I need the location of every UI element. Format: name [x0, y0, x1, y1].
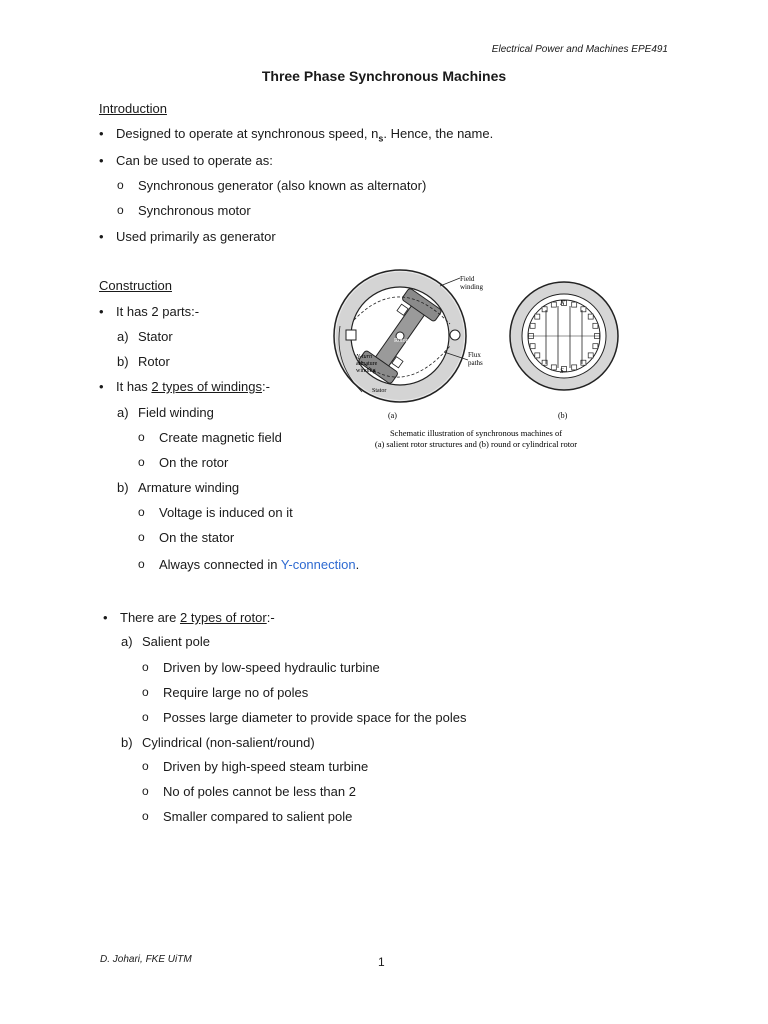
part-stator: Stator	[138, 329, 173, 344]
salient-large-poles: o Require large no of poles	[163, 685, 308, 700]
winding-b-marker: b)	[117, 480, 129, 495]
intro-bullet-uses: • Can be used to operate as:	[116, 153, 273, 168]
rotors-pre: There are	[120, 610, 180, 625]
windings-underlined: 2 types of windings	[151, 379, 262, 394]
cylindrical-min-poles: o No of poles cannot be less than 2	[163, 784, 356, 799]
windings-pre: It has	[116, 379, 152, 394]
rotor-slot	[535, 353, 540, 358]
windings-post: :-	[262, 379, 270, 394]
part-rotor: Rotor	[138, 354, 170, 369]
winding-armature: Armature winding	[138, 480, 240, 495]
section-heading-construction: Construction	[99, 278, 172, 293]
construction-bullet-parts: • It has 2 parts:-	[116, 304, 199, 319]
cylindrical-smaller: o Smaller compared to salient pole	[163, 809, 352, 824]
y-connection-post: .	[355, 557, 360, 572]
part-a-marker: a)	[117, 329, 129, 344]
intro-sub-motor: o Synchronous motor	[138, 203, 251, 218]
footer-author: D. Johari, FKE UiTM	[100, 954, 192, 965]
rotor-slot	[593, 344, 598, 349]
winding-field: Field winding	[138, 405, 214, 420]
armature-voltage-induced: o Voltage is induced on it	[159, 505, 293, 520]
label-a: (a)	[388, 411, 397, 420]
label-field: Field	[460, 275, 475, 283]
page-number: 1	[378, 955, 385, 969]
rotor-cylindrical: Cylindrical (non-salient/round)	[142, 735, 315, 750]
field-create-magnetic: o Create magnetic field	[159, 430, 282, 445]
figure-caption-line2: (a) salient rotor structures and (b) round or cylindrical rotor	[374, 439, 578, 449]
label-pole-n: N	[560, 299, 565, 307]
label-winding: winding	[460, 283, 483, 291]
rotor-slot	[551, 302, 556, 307]
rotor-b-marker: b)	[121, 735, 133, 750]
intro-sub-generator: o Synchronous generator (also known as alternator)	[138, 178, 426, 193]
label-pole-s: S	[560, 367, 564, 375]
label-nturn: N-turn	[356, 354, 373, 360]
armature-slot-right	[450, 330, 460, 340]
label-rotor: Rotor	[394, 338, 408, 344]
y-connection-link[interactable]: Y-connection	[280, 557, 356, 572]
rotor-slot	[588, 353, 593, 358]
label-armature-winding: winding	[356, 368, 376, 374]
cylindrical-machine-diagram	[510, 282, 618, 420]
synchronous-machine-figure	[332, 264, 620, 456]
construction-bullet-windings	[116, 379, 270, 394]
section-heading-introduction: Introduction	[99, 101, 167, 116]
rotors-post: :-	[266, 610, 275, 625]
rotor-slot	[593, 323, 598, 328]
rotor-slot	[530, 323, 535, 328]
label-flux: Flux	[468, 351, 481, 359]
running-header: Electrical Power and Machines EPE491	[491, 44, 668, 55]
rotor-a-marker: a)	[121, 634, 133, 649]
armature-y-connection	[159, 557, 359, 572]
construction-bullet-rotors	[120, 610, 275, 625]
armature-slot-left	[346, 330, 356, 340]
intro-bullet-speed-post: . Hence, the name.	[383, 126, 494, 141]
intro-bullet-speed	[116, 126, 493, 144]
subscript-s: s	[378, 133, 384, 144]
winding-a-marker: a)	[117, 405, 129, 420]
salient-large-diameter: o Posses large diameter to provide space for the poles	[163, 710, 467, 725]
y-connection-pre: Always connected in	[159, 557, 281, 572]
label-paths: paths	[468, 359, 483, 367]
rotor-slot	[530, 344, 535, 349]
armature-on-stator: o On the stator	[159, 530, 234, 545]
rotor-slot	[535, 314, 540, 319]
salient-machine-diagram	[334, 270, 483, 420]
rotor-slot	[572, 302, 577, 307]
rotor-slot	[572, 365, 577, 370]
salient-hydraulic: o Driven by low-speed hydraulic turbine	[163, 660, 380, 675]
label-armature: armature	[356, 361, 378, 367]
rotor-slot	[551, 365, 556, 370]
intro-bullet-primary: • Used primarily as generator	[116, 229, 276, 244]
label-stator: Stator	[372, 388, 387, 394]
rotor-salient: Salient pole	[142, 634, 210, 649]
label-b: (b)	[558, 411, 568, 420]
part-b-marker: b)	[117, 354, 129, 369]
rotors-underlined: 2 types of rotor	[179, 610, 267, 625]
cylindrical-steam: o Driven by high-speed steam turbine	[163, 759, 368, 774]
figure-caption-line1: Schematic illustration of synchronous machines of	[389, 428, 563, 438]
intro-bullet-speed-pre: Designed to operate at synchronous speed, n	[116, 126, 379, 141]
rotor-slot	[588, 314, 593, 319]
field-on-rotor: o On the rotor	[159, 455, 228, 470]
page-title: Three Phase Synchronous Machines	[261, 68, 507, 84]
